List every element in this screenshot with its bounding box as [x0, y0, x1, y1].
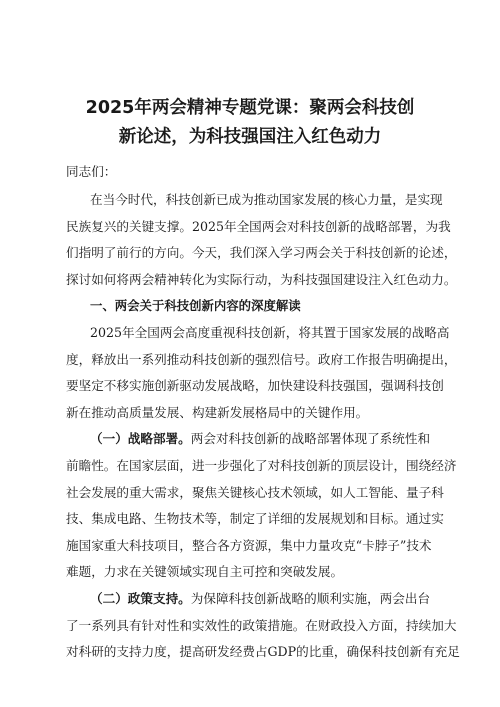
paragraph-line: 了一系列具有针对性和实效性的政策措施。在财政投入方面，持续加大: [66, 618, 457, 633]
paragraph-line: 技、集成电路、生物技术等，制定了详细的发展规划和目标。通过实: [66, 511, 444, 526]
subsection-lead: （二）政策支持。: [90, 591, 191, 606]
subsection-paragraph: （二）政策支持。为保障科技创新战略的顺利实施，两会出台: [90, 591, 431, 606]
paragraph-line: 们指明了前行的方向。今天，我们深入学习两会关于科技创新的论述，: [66, 245, 457, 260]
title-line-1: 2025年两会精神专题党课：聚两会科技创: [85, 98, 415, 118]
paragraph-line: 民族复兴的关键支撑。2025年全国两会对科技创新的战略部署，为我: [66, 219, 451, 234]
section-heading: 一、两会关于科技创新内容的深度解读: [90, 298, 301, 313]
paragraph-line: 探讨如何将两会精神转化为实际行动，为科技强国建设注入红色动力。: [66, 272, 457, 287]
paragraph-line: 施国家重大科技项目，整合各方资源，集中力量攻克“卡脖子”技术: [66, 538, 432, 553]
subsection-lead: （一）战略部署。: [90, 431, 191, 446]
paragraph-line: 新在推动高质量发展、构建新发展格局中的关键作用。: [66, 405, 369, 420]
subsection-paragraph: （一）战略部署。两会对科技创新的战略部署体现了系统性和: [90, 431, 431, 446]
document-title: [40, 94, 460, 152]
salutation: 同志们：: [66, 164, 117, 179]
title-line-2: 新论述，为科技强国注入红色动力: [118, 127, 382, 147]
paragraph-line: 在当今时代，科技创新已成为推动国家发展的核心力量，是实现: [90, 192, 443, 207]
paragraph-line: 前瞻性。在国家层面，进一步强化了对科技创新的顶层设计，围绕经济: [66, 458, 457, 473]
paragraph-line: 度，释放出一系列推动科技创新的强烈信号。政府工作报告明确提出，: [66, 352, 457, 367]
paragraph-line: 社会发展的重大需求，聚焦关键核心技术领域，如人工智能、量子科: [66, 485, 444, 500]
paragraph-line: 难题，力求在关键领域实现自主可控和突破发展。: [66, 564, 344, 579]
paragraph-line: 对科研的支持力度，提高研发经费占GDP的比重，确保科技创新有充足: [66, 644, 460, 659]
paragraph-line: 要坚定不移实施创新驱动发展战略，加快建设科技强国，强调科技创: [66, 378, 444, 393]
paragraph-line: 2025年全国两会高度重视科技创新，将其置于国家发展的战略高: [90, 325, 450, 340]
